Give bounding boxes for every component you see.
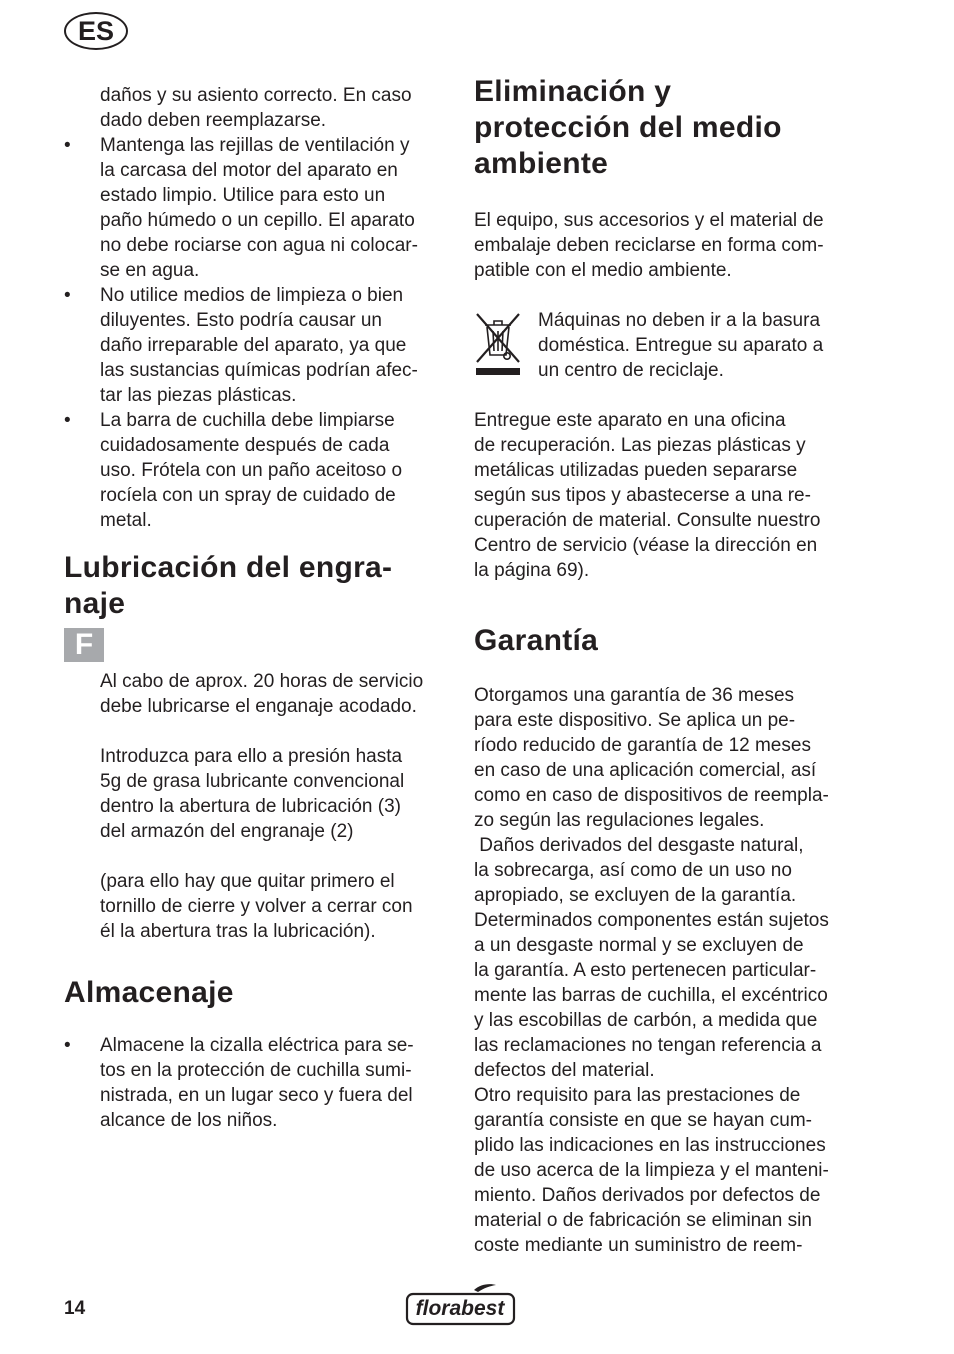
- language-code: ES: [77, 15, 115, 46]
- text-line: Otro requisito para las prestaciones de: [474, 1085, 801, 1106]
- bullet-cleaning-agents: [100, 283, 418, 408]
- text-line: uso. Frótela con un paño aceitoso o: [100, 460, 403, 481]
- text-line: cuperación de material. Consulte nuestro: [474, 510, 821, 531]
- warranty-paragraph: [474, 683, 829, 1258]
- text-line: La barra de cuchilla debe limpiarse: [100, 410, 395, 431]
- text-line: Centro de servicio (véase la dirección en: [474, 535, 818, 556]
- text-line: ríodo reducido de garantía de 12 meses: [474, 735, 811, 756]
- disposal-paragraph-2: [474, 408, 820, 583]
- text-line: de recuperación. Las piezas plásticas y: [474, 435, 806, 456]
- text-line: dado deben reemplazarse.: [100, 110, 327, 131]
- text-line: estado limpio. Utilice para esto un: [100, 185, 386, 206]
- heading-lubrication: [64, 550, 392, 622]
- text-line: alcance de los niños.: [100, 1110, 278, 1131]
- text-line: tos en la protección de cuchilla sumi-: [100, 1060, 412, 1081]
- text-line: del armazón del engranaje (2): [100, 821, 354, 842]
- text-line: él la abertura tras la lubricación).: [100, 921, 376, 942]
- text-line: en caso de una aplicación comercial, así: [474, 760, 817, 781]
- text-line: plido las indicaciones en las instrucciones: [474, 1135, 826, 1156]
- text-line: Introduzca para ello a presión hasta: [100, 746, 403, 767]
- text-line: tornillo de cierre y volver a cerrar con: [100, 896, 413, 917]
- text-line: un centro de reciclaje.: [538, 360, 724, 381]
- crossed-out-wheelie-bin-icon: [474, 311, 522, 377]
- bullet-blade-cleaning: [100, 408, 402, 533]
- text-line: y las escobillas de carbón, a medida que: [474, 1010, 818, 1031]
- intro-continuation: [100, 83, 412, 133]
- text-line: tar las piezas plásticas.: [100, 385, 297, 406]
- text-line: El equipo, sus accesorios y el material de: [474, 210, 824, 231]
- heading-disposal: [474, 74, 782, 182]
- text-line: a un desgaste normal y se excluyen de: [474, 935, 804, 956]
- text-line: garantía consiste en que se hayan cum-: [474, 1110, 812, 1131]
- text-line: metálicas utilizadas pueden separarse: [474, 460, 798, 481]
- text-line: la sobrecarga, así como de un uso no: [474, 860, 792, 881]
- logo-wordmark: florabest: [415, 1297, 505, 1320]
- text-line: mente las barras de cuchilla, el excéntrico: [474, 985, 828, 1006]
- figure-reference-badge: [64, 628, 104, 662]
- heading-line: Lubricación del engra-: [64, 551, 393, 584]
- figure-label: F: [74, 628, 94, 661]
- text-line: rocíela con un spray de cuidado de: [100, 485, 396, 506]
- text-line: cuidadosamente después de cada: [100, 435, 390, 456]
- lubrication-paragraph-1: [100, 669, 423, 719]
- heading-line: naje: [64, 587, 126, 620]
- text-line: paño húmedo o un cepillo. El aparato: [100, 210, 415, 231]
- text-line: se en agua.: [100, 260, 200, 281]
- page-number: 14: [64, 1298, 86, 1319]
- text-line: patible con el medio ambiente.: [474, 260, 732, 281]
- text-line: metal.: [100, 510, 152, 531]
- text-line: la página 69).: [474, 560, 590, 581]
- text-line: 5g de grasa lubricante convencional: [100, 771, 405, 792]
- language-badge: [64, 12, 128, 50]
- lubrication-paragraph-2: [100, 744, 404, 844]
- text-line: Almacene la cizalla eléctrica para se-: [100, 1035, 414, 1056]
- disposal-paragraph-1: [474, 208, 824, 283]
- text-line: embalaje deben reciclarse en forma com-: [474, 235, 824, 256]
- text-line: las sustancias químicas podrían afec-: [100, 360, 418, 381]
- heading-line: ambiente: [474, 147, 609, 180]
- text-line: apropiado, se excluyen de la garantía.: [474, 885, 797, 906]
- text-line: daños y su asiento correcto. En caso: [100, 85, 412, 106]
- text-line: doméstica. Entregue su aparato a: [538, 335, 824, 356]
- bullet-marker: •: [64, 135, 71, 156]
- text-line: (para ello hay que quitar primero el: [100, 871, 395, 892]
- bullet-marker: •: [64, 410, 71, 431]
- weee-notice: [538, 308, 823, 383]
- text-line: zo según las regulaciones legales.: [474, 810, 765, 831]
- text-line: Mantenga las rejillas de ventilación y: [100, 135, 410, 156]
- heading-line: protección del medio: [474, 111, 782, 144]
- text-line: la carcasa del motor del aparato en: [100, 160, 398, 181]
- text-line: de uso acerca de la limpieza y el manteni-: [474, 1160, 829, 1181]
- text-line: la garantía. A esto pertenecen particular-: [474, 960, 817, 981]
- text-line: nistrada, en un lugar seco y fuera del: [100, 1085, 413, 1106]
- text-line: Al cabo de aprox. 20 horas de servicio: [100, 671, 424, 692]
- text-line: Daños derivados del desgaste natural,: [474, 835, 804, 856]
- text-line: para este dispositivo. Se aplica un pe-: [474, 710, 796, 731]
- bullet-marker: •: [64, 285, 71, 306]
- text-line: Entregue este aparato en una oficina: [474, 410, 786, 431]
- text-line: material o de fabricación se eliminan sin: [474, 1210, 812, 1231]
- heading-line: Eliminación y: [474, 75, 672, 108]
- florabest-logo: [404, 1282, 517, 1328]
- text-line: miento. Daños derivados por defectos de: [474, 1185, 821, 1206]
- bullet-marker: •: [64, 1035, 71, 1056]
- text-line: debe lubricarse el enganaje acodado.: [100, 696, 417, 717]
- text-line: no debe rociarse con agua ni colocar-: [100, 235, 418, 256]
- text-line: dentro la abertura de lubricación (3): [100, 796, 402, 817]
- text-line: coste mediante un suministro de reem-: [474, 1235, 803, 1256]
- text-line: Otorgamos una garantía de 36 meses: [474, 685, 795, 706]
- text-line: daño irreparable del aparato, ya que: [100, 335, 407, 356]
- bullet-storage: [100, 1033, 414, 1133]
- bullet-ventilation: [100, 133, 418, 283]
- text-line: defectos del material.: [474, 1060, 655, 1081]
- text-line: según sus tipos y abastecerse a una re-: [474, 485, 811, 506]
- text-line: Máquinas no deben ir a la basura: [538, 310, 821, 331]
- heading-storage: Almacenaje: [64, 976, 234, 1009]
- lubrication-paragraph-3: [100, 869, 413, 944]
- text-line: las reclamaciones no tengan referencia a: [474, 1035, 822, 1056]
- text-line: No utilice medios de limpieza o bien: [100, 285, 404, 306]
- heading-warranty: Garantía: [474, 624, 599, 657]
- text-line: como en caso de dispositivos de reempla-: [474, 785, 829, 806]
- text-line: Determinados componentes están sujetos: [474, 910, 829, 931]
- text-line: diluyentes. Esto podría causar un: [100, 310, 383, 331]
